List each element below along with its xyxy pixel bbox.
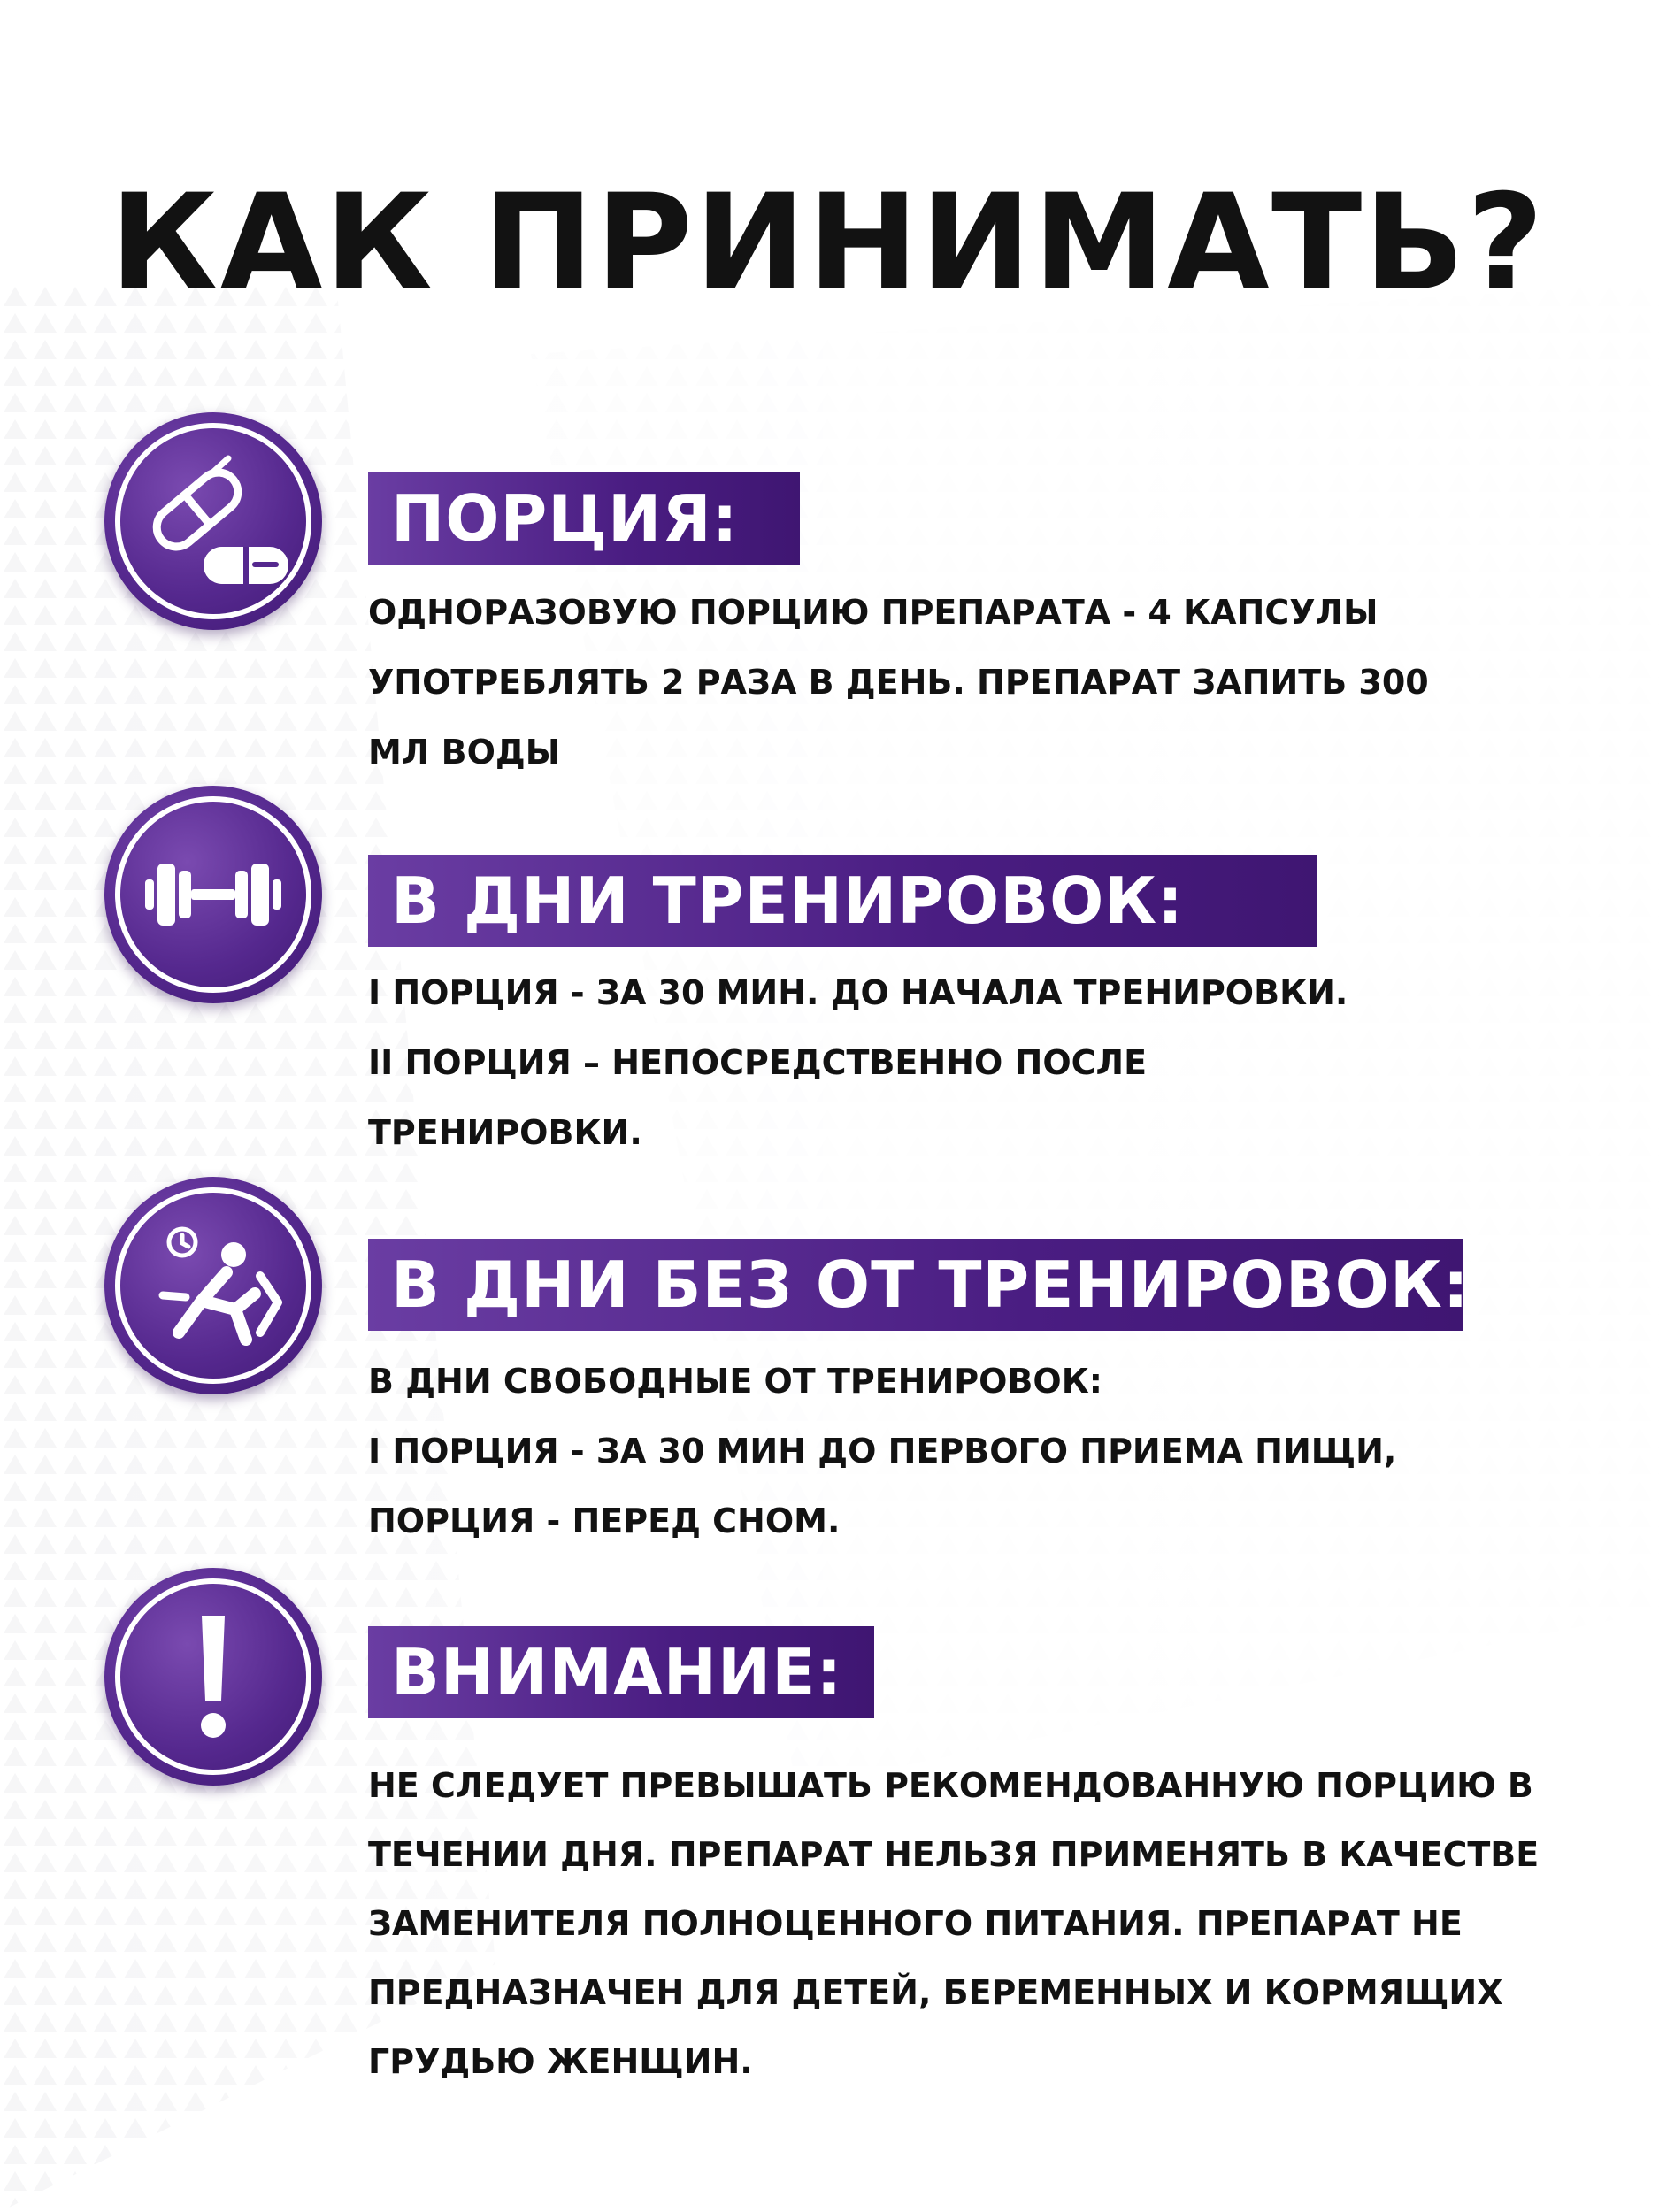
text-line: ЗАМЕНИТЕЛЯ ПОЛНОЦЕННОГО ПИТАНИЯ. ПРЕПАРАТ НЕ: [368, 1904, 1463, 1943]
dumbbell-icon-badge: [104, 786, 322, 1003]
section-text: [368, 1751, 1571, 2096]
text-line: ГРУДЬЮ ЖЕНЩИН.: [368, 2042, 753, 2081]
text-line: В ДНИ СВОБОДНЫЕ ОТ ТРЕНИРОВОК:: [368, 1362, 1102, 1401]
section-heading: В ДНИ ТРЕНИРОВОК:: [368, 855, 1317, 947]
dumbbell-icon: [104, 786, 322, 1003]
exclamation-icon-badge: [104, 1568, 322, 1786]
text-line: I ПОРЦИЯ - ЗА 30 МИН. ДО НАЧАЛА ТРЕНИРОВКИ.: [368, 973, 1348, 1012]
capsule-icon: [104, 412, 322, 630]
text-line: ТРЕНИРОВКИ.: [368, 1113, 642, 1152]
text-line: ОДНОРАЗОВУЮ ПОРЦИЮ ПРЕПАРАТА - 4 КАПСУЛЫ: [368, 593, 1379, 632]
relax-clock-icon-badge: [104, 1177, 322, 1394]
relax-clock-icon: [104, 1177, 322, 1394]
text-line: МЛ ВОДЫ: [368, 733, 561, 772]
text-line: УПОТРЕБЛЯТЬ 2 РАЗА В ДЕНЬ. ПРЕПАРАТ ЗАПИТЬ 300: [368, 663, 1429, 702]
text-line: НЕ СЛЕДУЕТ ПРЕВЫШАТЬ РЕКОМЕНДОВАННУЮ ПОРЦИЮ В: [368, 1766, 1533, 1805]
section-heading: ПОРЦИЯ:: [368, 472, 800, 565]
section-text: [368, 1347, 1571, 1556]
text-line: II ПОРЦИЯ – НЕПОСРЕДСТВЕННО ПОСЛЕ: [368, 1043, 1148, 1082]
section-text: [368, 958, 1571, 1168]
section-heading: В ДНИ БЕЗ ОТ ТРЕНИРОВОК:: [368, 1239, 1463, 1331]
text-line: I ПОРЦИЯ - ЗА 30 МИН ДО ПЕРВОГО ПРИЕМА ПИЩИ,: [368, 1432, 1397, 1471]
text-line: ПОРЦИЯ - ПЕРЕД СНОМ.: [368, 1502, 841, 1540]
section-text: [368, 578, 1571, 787]
text-line: ПРЕДНАЗНАЧЕН ДЛЯ ДЕТЕЙ, БЕРЕМЕННЫХ И КОРМЯЩИХ: [368, 1973, 1503, 2012]
exclamation-icon: [104, 1568, 322, 1786]
capsule-icon-badge: [104, 412, 322, 630]
section-heading: ВНИМАНИЕ:: [368, 1626, 874, 1718]
text-line: ТЕЧЕНИИ ДНЯ. ПРЕПАРАТ НЕЛЬЗЯ ПРИМЕНЯТЬ В КАЧЕСТВЕ: [368, 1835, 1540, 1874]
page-title: КАК ПРИНИМАТЬ?: [110, 166, 1546, 320]
